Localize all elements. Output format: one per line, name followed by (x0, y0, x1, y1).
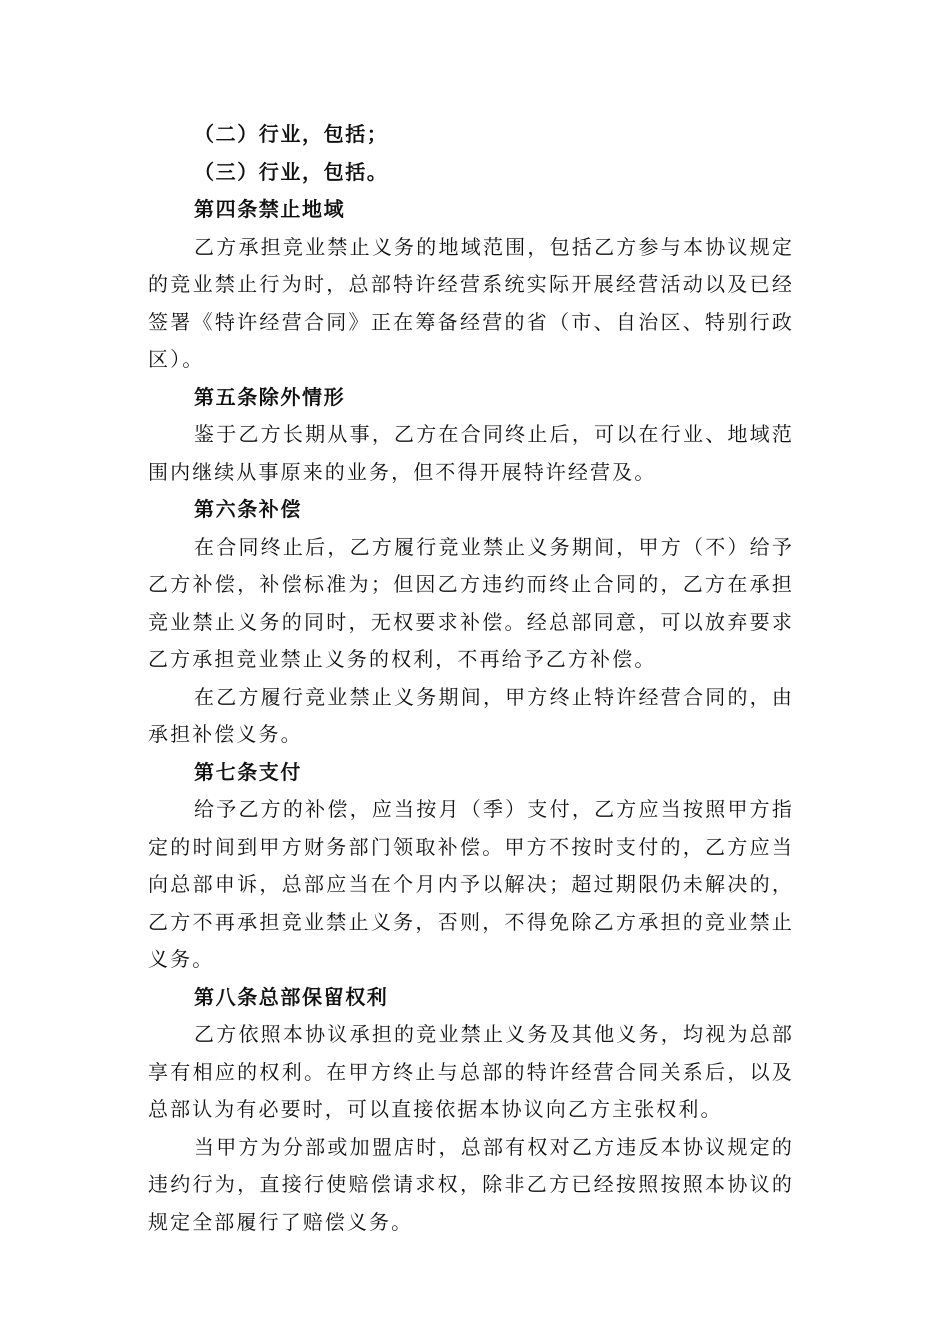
clause-item-2: （二）行业，包括； (194, 122, 389, 146)
article-7-body: 给予乙方的补偿，应当按月（季）支付，乙方应当按照甲方指定的时间到甲方财务部门领取补偿。甲方不按时支付的，乙方应当向总部申诉，总部应当在个月内予以解决；超过期限仍未解决的，乙方不再承担竞业禁止义务，否则，不得免除乙方承担的竞业禁止义务。 (148, 797, 794, 971)
article-8-body-2: 当甲方为分部或加盟店时，总部有权对乙方违反本协议规定的违约行为，直接行使赔偿请求权，除非乙方已经按照按照本协议的规定全部履行了赔偿义务。 (148, 1134, 794, 1234)
article-5-body: 鉴于乙方长期从事，乙方在合同终止后，可以在行业、地域范围内继续从事原来的业务，但不得开展特许经营及。 (148, 422, 794, 484)
article-7-heading: 第七条支付 (194, 759, 302, 784)
article-5-heading: 第五条除外情形 (194, 384, 346, 409)
article-4-heading: 第四条禁止地域 (194, 197, 346, 221)
article-8-heading: 第八条总部保留权利 (194, 984, 389, 1009)
article-6-body-1: 在合同终止后，乙方履行竞业禁止义务期间，甲方（不）给予乙方补偿，补偿标准为；但因乙方违约而终止合同的，乙方在承担竞业禁止义务的同时，无权要求补偿。经总部同意，可以放弃要求乙方承担竞业禁止义务的权利，不再给予乙方补偿。 (148, 534, 794, 671)
article-8-body-1: 乙方依照本协议承担的竞业禁止义务及其他义务，均视为总部享有相应的权利。在甲方终止与总部的特许经营合同关系后，以及总部认为有必要时，可以直接依据本协议向乙方主张权利。 (148, 1022, 794, 1121)
article-6-body-2: 在乙方履行竞业禁止义务期间，甲方终止特许经营合同的，由承担补偿义务。 (148, 684, 794, 746)
clause-item-3: （三）行业，包括。 (194, 159, 389, 184)
article-6-heading: 第六条补偿 (194, 497, 302, 521)
document-body (148, 116, 794, 1241)
article-4-body: 乙方承担竞业禁止义务的地域范围，包括乙方参与本协议规定的竞业禁止行为时，总部特许经营系统实际开展经营活动以及已经签署《特许经营合同》正在筹备经营的省（市、自治区、特别行政区）。 (148, 234, 794, 371)
